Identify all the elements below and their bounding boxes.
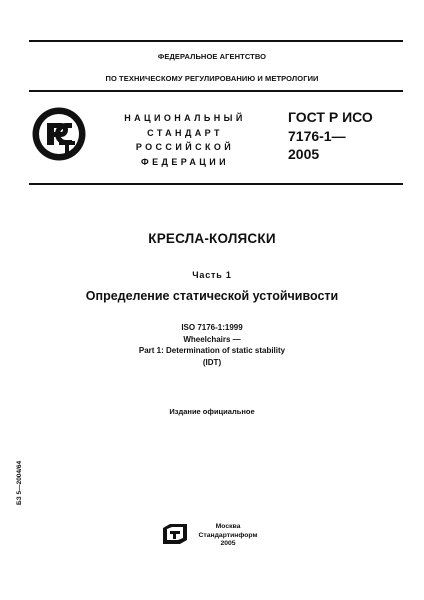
gost-line-2: 7176-1— — [288, 127, 346, 144]
document-title: КРЕСЛА-КОЛЯСКИ — [148, 231, 276, 246]
iso-reference — [0, 322, 424, 368]
agency-line-2: ПО ТЕХНИЧЕСКОМУ РЕГУЛИРОВАНИЮ И МЕТРОЛОГИИ — [105, 74, 319, 83]
national-line-1: НАЦИОНАЛЬНЫЙ — [124, 113, 246, 123]
edition-label: Издание официальное — [169, 407, 255, 416]
publisher-city: Москва — [215, 523, 241, 530]
header-rule — [29, 90, 403, 92]
agency-line-1: ФЕДЕРАЛЬНОЕ АГЕНТСТВО — [157, 52, 267, 61]
rst-mark-icon — [31, 106, 87, 162]
gost-line-1: ГОСТ Р ИСО — [288, 109, 373, 125]
publisher-year: 2005 — [220, 540, 236, 547]
national-standard-label — [112, 111, 258, 169]
gost-designation — [288, 108, 398, 164]
national-line-2: СТАНДАРТ — [147, 127, 223, 138]
publisher-info — [188, 523, 268, 549]
gost-line-3: 2005 — [288, 146, 320, 162]
iso-line-1: ISO 7176-1:1999 — [181, 323, 243, 332]
document-subtitle: Определение статической устойчивости — [85, 289, 339, 303]
publisher-name: Стандартинформ — [198, 531, 258, 539]
title-block-rule — [29, 183, 403, 185]
iso-line-2: Wheelchairs — — [183, 334, 241, 344]
side-code: БЗ 5—2004/64 — [16, 460, 23, 505]
iso-line-3: Part 1: Determination of static stability — [138, 346, 286, 355]
national-line-3: РОССИЙСКОЙ — [135, 142, 235, 152]
top-rule — [29, 40, 403, 42]
standartinform-logo-icon — [161, 523, 189, 545]
part-label: Часть 1 — [192, 270, 232, 280]
national-line-4: ФЕДЕРАЦИИ — [141, 156, 229, 167]
iso-line-4: (IDT) — [202, 357, 222, 367]
